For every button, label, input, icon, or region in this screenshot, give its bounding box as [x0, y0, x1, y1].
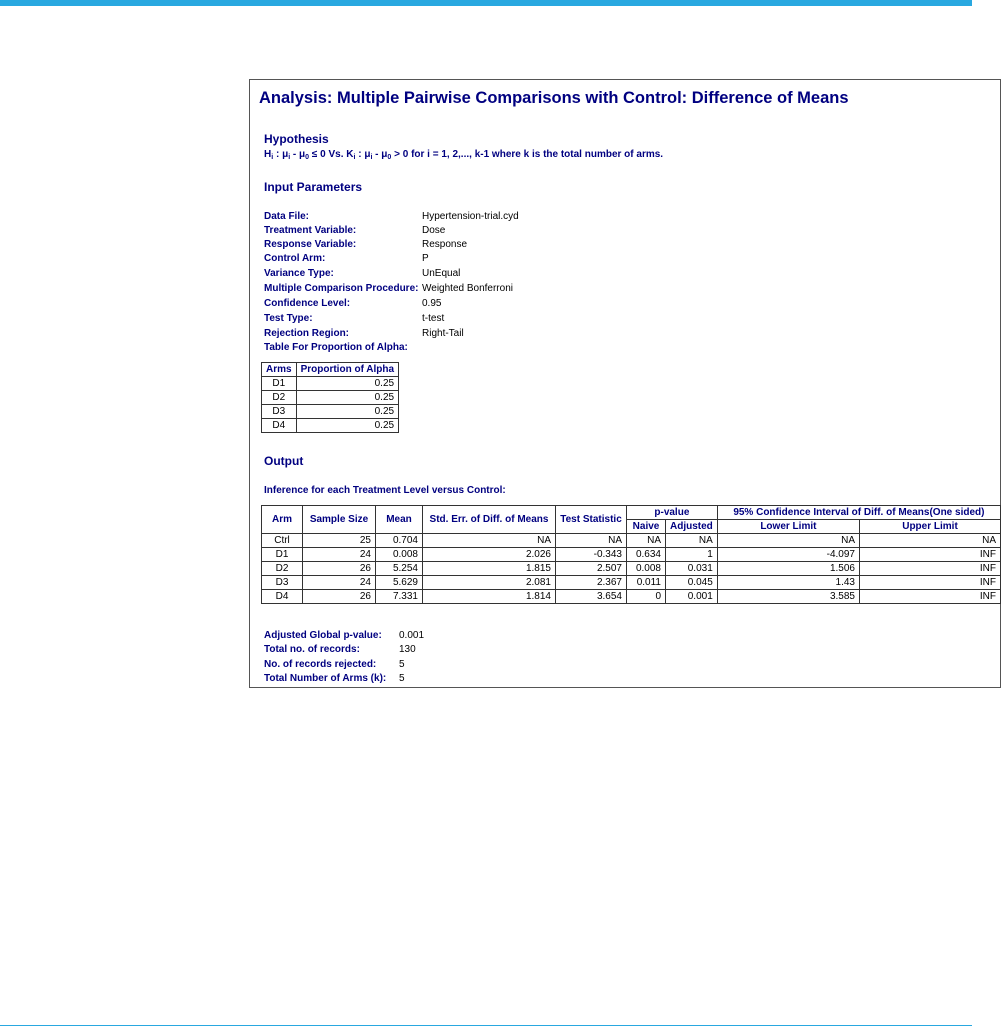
alpha-arm-cell: D1: [262, 377, 297, 391]
report-panel: [249, 79, 1001, 688]
report-title: Analysis: Multiple Pairwise Comparisons with Control: Difference of Means: [259, 89, 849, 107]
table-row: [262, 391, 399, 405]
param-value: 0.95: [422, 298, 442, 309]
summary-value: 0.001: [399, 630, 425, 641]
cell-sample-size: 25: [303, 534, 376, 548]
cell-upper-limit: NA: [860, 534, 1001, 548]
table-row: [262, 590, 1001, 604]
input-parameters-heading: Input Parameters: [264, 180, 363, 194]
param-label: Data File:: [264, 211, 310, 222]
param-value: P: [422, 253, 429, 264]
summary-row: [264, 643, 416, 657]
param-label: Confidence Level:: [264, 298, 351, 309]
summary-value: 5: [399, 673, 405, 684]
param-label: Treatment Variable:: [264, 225, 357, 236]
cell-lower-limit: NA: [717, 534, 859, 548]
summary-label: Adjusted Global p-value:: [264, 630, 382, 641]
summary-row: [264, 672, 405, 686]
cell-test-statistic: 2.367: [556, 576, 627, 590]
cell-test-statistic: -0.343: [556, 548, 627, 562]
alpha-arm-cell: D4: [262, 419, 297, 433]
summary-label: Total Number of Arms (k):: [264, 673, 387, 684]
cell-test-statistic: NA: [556, 534, 627, 548]
param-label: Variance Type:: [264, 268, 334, 279]
alpha-header-proportion: Proportion of Alpha: [296, 363, 399, 377]
alpha-table-label: Table For Proportion of Alpha:: [264, 342, 408, 353]
param-label: Control Arm:: [264, 253, 326, 264]
cell-sample-size: 26: [303, 590, 376, 604]
col-confidence-interval: 95% Confidence Interval of Diff. of Means(One sided): [717, 506, 1000, 520]
cell-naive: 0: [627, 590, 666, 604]
cell-mean: 5.254: [376, 562, 423, 576]
alpha-arm-cell: D3: [262, 405, 297, 419]
cell-std-err: 2.026: [423, 548, 556, 562]
param-value: Right-Tail: [422, 328, 464, 339]
param-value: Dose: [422, 225, 446, 236]
cell-upper-limit: INF: [860, 562, 1001, 576]
cell-adjusted: 1: [666, 548, 718, 562]
col-sample-size: Sample Size: [303, 506, 376, 534]
cell-lower-limit: 3.585: [717, 590, 859, 604]
cell-lower-limit: -4.097: [717, 548, 859, 562]
param-label: Test Type:: [264, 313, 313, 324]
cell-arm: D4: [262, 590, 303, 604]
cell-mean: 7.331: [376, 590, 423, 604]
cell-naive: 0.008: [627, 562, 666, 576]
table-row: [262, 562, 1001, 576]
summary-value: 130: [399, 644, 416, 655]
table-row: [262, 419, 399, 433]
summary-label: No. of records rejected:: [264, 659, 377, 670]
summary-label: Total no. of records:: [264, 644, 360, 655]
table-row: [262, 534, 1001, 548]
cell-test-statistic: 2.507: [556, 562, 627, 576]
cell-arm: D3: [262, 576, 303, 590]
summary-row: [264, 629, 425, 643]
output-subheading: Inference for each Treatment Level versus Control:: [264, 485, 506, 496]
table-row: [262, 405, 399, 419]
cell-upper-limit: INF: [860, 576, 1001, 590]
cell-mean: 0.704: [376, 534, 423, 548]
hypothesis-heading: Hypothesis: [264, 132, 329, 146]
cell-test-statistic: 3.654: [556, 590, 627, 604]
param-value: UnEqual: [422, 268, 461, 279]
cell-arm: D1: [262, 548, 303, 562]
cell-sample-size: 24: [303, 548, 376, 562]
param-value: Response: [422, 239, 468, 250]
col-test-statistic: Test Statistic: [556, 506, 627, 534]
table-row: [262, 377, 399, 391]
col-lower-limit: Lower Limit: [717, 520, 859, 534]
col-naive: Naive: [627, 520, 666, 534]
alpha-arm-cell: D2: [262, 391, 297, 405]
cell-std-err: 1.815: [423, 562, 556, 576]
cell-adjusted: 0.001: [666, 590, 718, 604]
bottom-accent-line: [0, 1025, 972, 1026]
cell-sample-size: 24: [303, 576, 376, 590]
cell-std-err: NA: [423, 534, 556, 548]
cell-lower-limit: 1.506: [717, 562, 859, 576]
cell-mean: 0.008: [376, 548, 423, 562]
table-row: [262, 548, 1001, 562]
alpha-header-arms: Arms: [262, 363, 297, 377]
cell-std-err: 1.814: [423, 590, 556, 604]
cell-sample-size: 26: [303, 562, 376, 576]
param-value: Weighted Bonferroni: [422, 283, 513, 294]
cell-naive: NA: [627, 534, 666, 548]
cell-naive: 0.634: [627, 548, 666, 562]
inference-table: [261, 505, 1001, 604]
cell-arm: D2: [262, 562, 303, 576]
col-arm: Arm: [262, 506, 303, 534]
alpha-prop-cell: 0.25: [296, 377, 399, 391]
output-heading: Output: [264, 454, 304, 468]
cell-arm: Ctrl: [262, 534, 303, 548]
top-accent-bar: [0, 0, 972, 6]
cell-upper-limit: INF: [860, 548, 1001, 562]
param-label: Rejection Region:: [264, 328, 350, 339]
hypothesis-statement: $H_i$ : $\mu_i - \mu_0 \le 0$ Vs. $K_i$ : $\mu_i - \mu_0 > 0$ for i = 1, 2,..., k-1 where k is the total number of arms.: [264, 149, 664, 161]
cell-lower-limit: 1.43: [717, 576, 859, 590]
table-row: [262, 576, 1001, 590]
cell-std-err: 2.081: [423, 576, 556, 590]
cell-adjusted: 0.045: [666, 576, 718, 590]
alpha-prop-cell: 0.25: [296, 405, 399, 419]
col-p-value: p-value: [627, 506, 718, 520]
summary-value: 5: [399, 659, 405, 670]
col-std-err: Std. Err. of Diff. of Means: [423, 506, 556, 534]
cell-mean: 5.629: [376, 576, 423, 590]
param-label: Response Variable:: [264, 239, 357, 250]
col-adjusted: Adjusted: [666, 520, 718, 534]
alpha-prop-cell: 0.25: [296, 391, 399, 405]
param-value: Hypertension-trial.cyd: [422, 211, 519, 222]
cell-naive: 0.011: [627, 576, 666, 590]
param-label: Multiple Comparison Procedure:: [264, 283, 419, 294]
cell-upper-limit: INF: [860, 590, 1001, 604]
col-mean: Mean: [376, 506, 423, 534]
param-value: t-test: [422, 313, 445, 324]
alpha-table: [261, 362, 399, 433]
cell-adjusted: NA: [666, 534, 718, 548]
summary-row: [264, 658, 405, 672]
alpha-prop-cell: 0.25: [296, 419, 399, 433]
cell-adjusted: 0.031: [666, 562, 718, 576]
col-upper-limit: Upper Limit: [860, 520, 1001, 534]
